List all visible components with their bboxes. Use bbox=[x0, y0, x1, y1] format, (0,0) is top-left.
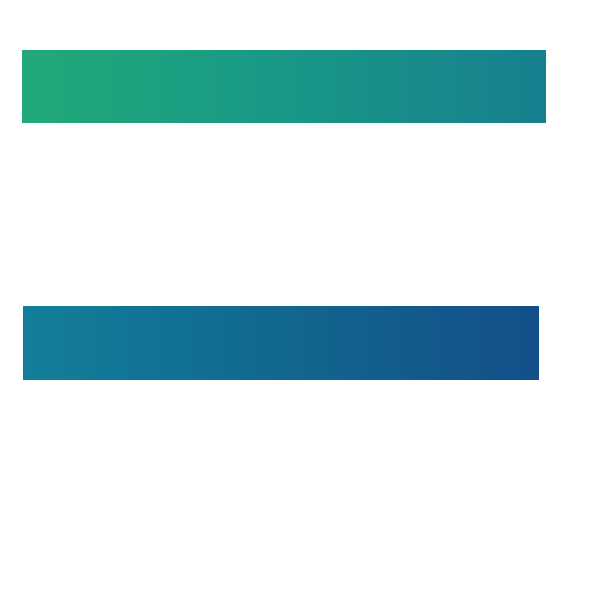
indications-header-band bbox=[22, 50, 546, 123]
usage-header-band bbox=[23, 306, 539, 380]
